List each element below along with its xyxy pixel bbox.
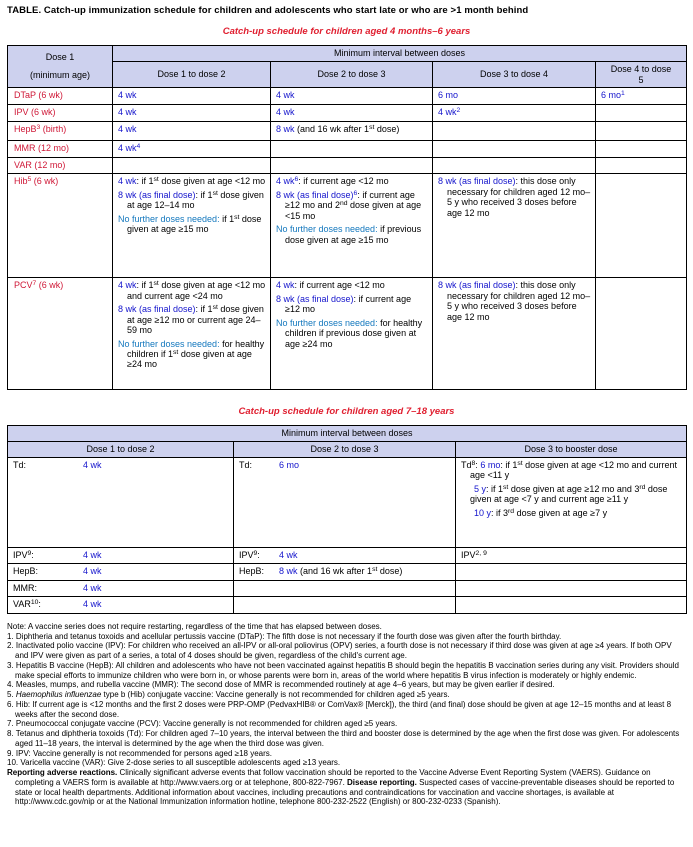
catchup-table-4months-6years (7, 45, 687, 390)
interval-cell: 4 wk (271, 88, 433, 105)
interval-cell: Td: 4 wk (8, 457, 234, 547)
interval-cell (433, 158, 596, 174)
interval-cell: HepB: 4 wk (8, 563, 234, 580)
row-label: VAR$^{10}$: (13, 598, 41, 609)
t2-header-row-2 (8, 442, 687, 458)
vaccine-row (8, 105, 687, 122)
interval-cell: 6 mo (433, 88, 596, 105)
footnote: 4. Measles, mumps, and rubella vaccine (MMR): The second dose of MMR is recommended routinely at age 4–6 years, but may be given earlier if desired. (7, 680, 555, 690)
interval-cell (596, 122, 687, 141)
interval-cell: IPV$^{2, 9}$ (456, 547, 687, 563)
interval-cell (113, 158, 271, 174)
t2-header-row-1 (8, 426, 687, 442)
interval-cell (234, 596, 456, 613)
interval-cell (596, 158, 687, 174)
header-minimum-interval: Minimum interval between doses (113, 46, 687, 62)
interval-cell: 4 $wk^2$ (433, 105, 596, 122)
header-minimum-interval-2: Minimum interval between doses (8, 426, 687, 442)
t1-header-row-1 (8, 46, 687, 62)
interval-cell (596, 278, 687, 390)
interval-cell: 4 wk (271, 105, 433, 122)
row-label: HepB: (239, 565, 265, 576)
vaccine-row (8, 122, 687, 141)
interval-cell: 8 wk (as final dose): this dose only necessary for children aged 12 mo–5 y who received 3 doses before age 12 mo (433, 174, 596, 278)
interval-cell: 8 wk (as final dose): this dose only necessary for children aged 12 mo–5 y who received 3 doses before age 12 mo (433, 278, 596, 390)
interval-cell: 4 wk (113, 105, 271, 122)
interval-cell: HepB: 8 wk (and 16 wk after 1st dose) (234, 563, 456, 580)
vaccine-row (8, 88, 687, 105)
interval-cell (596, 174, 687, 278)
footnote: 6. Hib: If current age is <12 months and the first 2 doses were PRP-OMP (PedvaxHIB® or ComVax® [Merck]), the third (and final) dose should be given at age 12–15 months and at least 8 weeks after the second dose. (7, 699, 672, 719)
interval-cell (433, 141, 596, 158)
vaccine-row (8, 141, 687, 158)
row-label: Td: (239, 459, 253, 470)
interval-cell: 4 wk (113, 88, 271, 105)
interval-cell (596, 141, 687, 158)
vaccine-row (8, 563, 687, 580)
interval-cell: MMR: 4 wk (8, 580, 234, 596)
row-label: HepB: (13, 565, 39, 576)
interval-cell: 4 wk: if current age <12 mo 8 wk (as final dose): if current age ≥12 mo No further doses needed: for healthy children if previous dose given at age ≥24 mo (271, 278, 433, 390)
vaccine-name-cell: PCV$^7$ (6 wk) (8, 278, 113, 390)
col-header2-dose3-booster: Dose 3 to booster dose (456, 442, 687, 458)
footnote: 9. IPV: Vaccine generally is not recommended for persons aged ≥18 years. (7, 748, 272, 758)
vaccine-row (8, 457, 687, 547)
interval-cell: VAR$^{10}$: 4 wk (8, 596, 234, 613)
interval-cell: 6 $mo^1$ (596, 88, 687, 105)
col-header2-dose1-dose2: Dose 1 to dose 2 (8, 442, 234, 458)
interval-cell (456, 563, 687, 580)
footnote: Note: A vaccine series does not require restarting, regardless of the time that has elapsed between doses. (7, 621, 382, 631)
footnote: 7. Pneumococcal conjugate vaccine (PCV): Vaccine generally is not recommended for children aged ≥5 years. (7, 719, 398, 729)
table-title: TABLE. Catch-up immunization schedule for children and adolescents who start late or who are >1 month behind (7, 5, 529, 16)
row-label: IPV$^9$: (13, 549, 34, 560)
interval-cell (433, 122, 596, 141)
interval-cell (271, 141, 433, 158)
vaccine-name-cell: Hib$^5$ (6 wk) (8, 174, 113, 278)
interval-cell: IPV$^9$: 4 wk (8, 547, 234, 563)
interval-cell (596, 105, 687, 122)
vaccine-name-cell: VAR (12 mo) (8, 158, 113, 174)
interval-cell (456, 596, 687, 613)
interval-cell: 8 wk (and 16 wk after 1st dose) (271, 122, 433, 141)
interval-cell (234, 580, 456, 596)
col-header-dose3-dose4: Dose 3 to dose 4 (433, 61, 596, 88)
interval-cell: IPV$^9$: 4 wk (234, 547, 456, 563)
row-label: IPV$^9$: (239, 549, 260, 560)
vaccine-row (8, 580, 687, 596)
footnote: 10. Varicella vaccine (VAR): Give 2-dose series to all susceptible adolescents aged ≥13 years. (7, 758, 341, 768)
vaccine-row (8, 278, 687, 390)
interval-cell: Td$^8$: 6 mo: if 1st dose given at age <12 mo and current age <11 y 5 y: if 1st dose given at age ≥12 mo and 3rd dose given at age <7 y and current age ≥11 y 10 y: if 3rd dose given at age ≥7 y (456, 457, 687, 547)
vaccine-name-cell: MMR (12 mo) (8, 141, 113, 158)
footnote: Reporting adverse reactions. Clinically significant adverse events that follow vaccination should be reported to the Vaccine Adverse Event Reporting System (VAERS). Guidance on completing a VAERS form is available at http://www.vaers.org or at telephone, 800-822-7967. Disease reporting. Suspected cases of vaccine-preventable diseases should be reported to state or local health departments. Additional information about vaccines, including precautions and contraindications for vaccination and vaccine shortages, is available at http://www.cdc.gov/nip or at the National Immunization information hotline, telephone 800-232-2522 (English) or 800-232-0233 (Spanish). (7, 768, 675, 807)
header-min-age-label: (minimum age) (29, 70, 90, 81)
vaccine-row (8, 174, 687, 278)
col-header2-dose2-dose3: Dose 2 to dose 3 (234, 442, 456, 458)
col-header-dose4-dose5: Dose 4 to dose 5 (596, 61, 687, 88)
col-header-dose2-dose3: Dose 2 to dose 3 (271, 61, 433, 88)
section2-subtitle: Catch-up schedule for children aged 7–18 years (238, 406, 455, 418)
catchup-table-7-18years (7, 425, 687, 614)
interval-cell: 4 $wk^6$: if current age <12 mo 8 wk (as final dose)$^6$: if current age ≥12 mo and 2nd dose given at age <15 mo No further doses needed: if previous dose given at age ≥15 mo (271, 174, 433, 278)
vaccine-row (8, 547, 687, 563)
footnotes (7, 622, 686, 807)
interval-cell (271, 158, 433, 174)
row-label: Td: (13, 459, 27, 470)
interval-cell: 4 $wk^4$ (113, 141, 271, 158)
footnote: 2. Inactivated polio vaccine (IPV): For children who received an all-IPV or all-oral poliovirus (OPV) series, a fourth dose is not necessary if third dose was given at age ≥4 years. If both OPV and IPV were given as part of a series, a total of 4 doses should be given, regardless of the child's current age. (7, 641, 672, 661)
footnote: 1. Diphtheria and tetanus toxoids and acellular pertussis vaccine (DTaP): The fifth dose is not necessary if the fourth dose was given after the fourth birthday. (7, 631, 562, 641)
footnote: 5. Haemophilus influenzae type b (Hib) conjugate vaccine: Vaccine generally is not recommended for children aged ≥5 years. (7, 690, 450, 700)
interval-cell: 4 wk: if 1st dose given at age <12 mo and current age <24 mo 8 wk (as final dose): if 1st dose given at age ≥12 mo or current age 24–59 mo No further doses needed: for healthy children if 1st dose given at age ≥24 mo (113, 278, 271, 390)
header-dose1-min-age (8, 46, 113, 88)
vaccine-name-cell: IPV (6 wk) (8, 105, 113, 122)
vaccine-row (8, 158, 687, 174)
col-header-dose1-dose2: Dose 1 to dose 2 (113, 61, 271, 88)
section1-subtitle: Catch-up schedule for children aged 4 months–6 years (222, 26, 471, 37)
row-label: MMR: (13, 582, 37, 593)
header-dose1-label: Dose 1 (45, 52, 75, 63)
vaccine-row (8, 596, 687, 613)
vaccine-name-cell: DTaP (6 wk) (8, 88, 113, 105)
interval-cell: 4 wk (113, 122, 271, 141)
vaccine-name-cell: HepB$^3$ (birth) (8, 122, 113, 141)
interval-cell: 4 wk: if 1st dose given at age <12 mo 8 wk (as final dose): if 1st dose given at age 12–14 mo No further doses needed: if 1st dose given at age ≥15 mo (113, 174, 271, 278)
footnote: 3. Hepatitis B vaccine (HepB): All children and adolescents who have not been vaccinated against hepatitis B should begin the hepatitis B vaccination series during any visit. Providers should make special efforts to immunize children who were born in, or whose parents were born in, areas of the world where hepatitis B virus infection is moderately or highly endemic. (7, 660, 679, 680)
interval-cell: Td: 6 mo (234, 457, 456, 547)
footnote: 8. Tetanus and diphtheria toxoids (Td): For children aged 7–10 years, the interval between the third and booster dose is determined by the age when the first dose was given. For adolescents aged 11–18 years, the interval is determined by the age when the third dose was given. (7, 729, 680, 748)
interval-cell (456, 580, 687, 596)
